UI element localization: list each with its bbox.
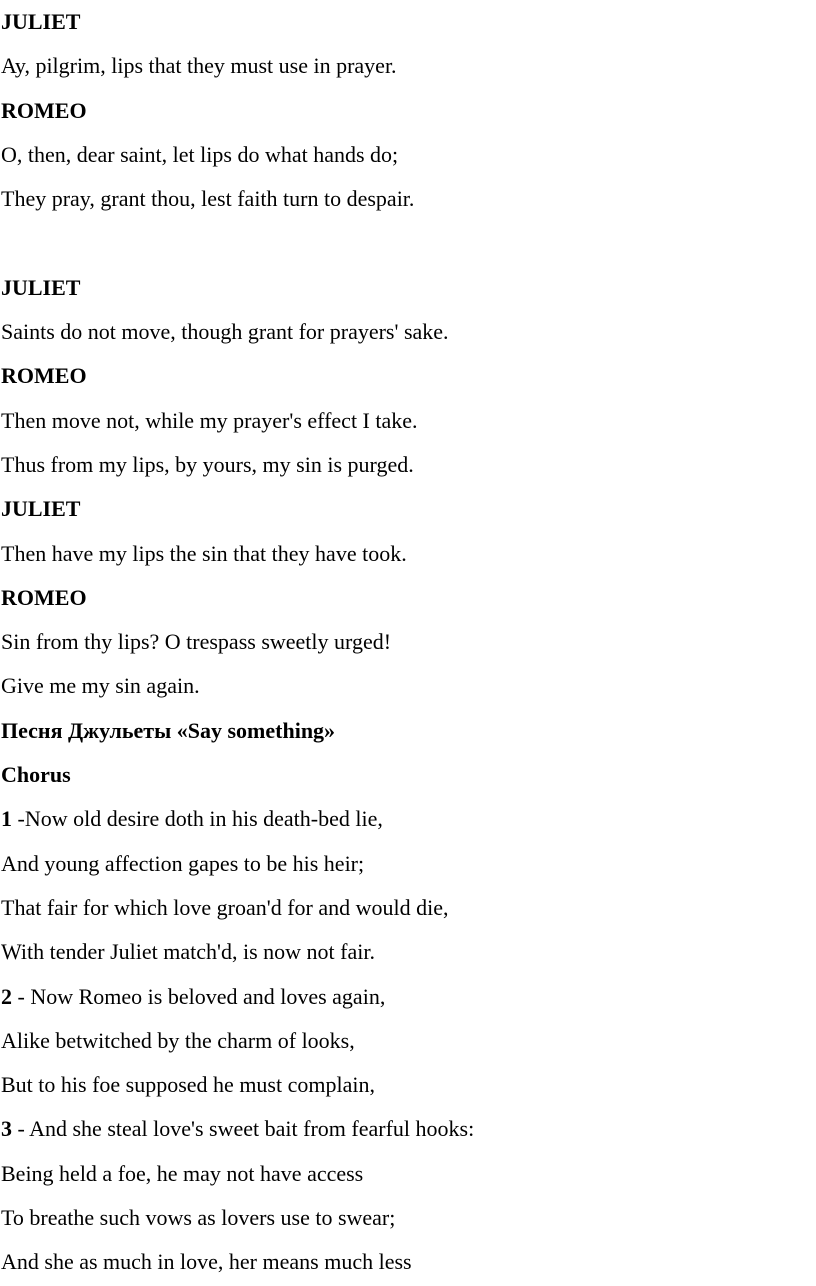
verse-line: And she as much in love, her means much less — [1, 1249, 412, 1275]
verse-line: But to his foe supposed he must complain, — [1, 1072, 375, 1098]
verse-text: -Now old desire doth in his death-bed lie, — [12, 806, 383, 832]
speaker-label: ROMEO — [1, 97, 87, 123]
verse-line: Then move not, while my prayer's effect I take. — [1, 407, 418, 433]
speaker-label: JULIET — [1, 274, 81, 300]
verse-line: Being held a foe, he may not have access — [1, 1160, 364, 1186]
verse-line: Saints do not move, though grant for prayers' sake. — [1, 319, 449, 345]
verse-number: 1 — [1, 806, 12, 832]
speaker-label: JULIET — [1, 9, 81, 34]
section-heading: Chorus — [1, 762, 71, 788]
numbered-verse-line — [1, 1107, 811, 1151]
verse-line: Thus from my lips, by yours, my sin is purged. — [1, 451, 414, 477]
speaker-label: ROMEO — [1, 363, 87, 389]
verse-line: They pray, grant thou, lest faith turn to despair. — [1, 186, 415, 212]
numbered-verse-line — [1, 975, 811, 1019]
verse-line: To breathe such vows as lovers use to swear; — [1, 1205, 396, 1231]
verse-line: And young affection gapes to be his heir; — [1, 850, 365, 876]
numbered-verse-line — [1, 797, 811, 841]
verse-line: Give me my sin again. — [1, 673, 200, 699]
blank-line — [1, 221, 811, 265]
verse-line: Alike betwitched by the charm of looks, — [1, 1027, 355, 1053]
verse-line: Ay, pilgrim, lips that they must use in prayer. — [1, 53, 397, 79]
verse-line: O, then, dear saint, let lips do what hands do; — [1, 141, 399, 167]
verse-text: - And she steal love's sweet bait from fearful hooks: — [12, 1116, 475, 1142]
verse-line: That fair for which love groan'd for and would die, — [1, 894, 449, 920]
verse-line: Sin from thy lips? O trespass sweetly urged! — [1, 629, 392, 655]
verse-number: 2 — [1, 983, 12, 1009]
verse-line: With tender Juliet match'd, is now not fair. — [1, 939, 375, 965]
verse-number: 3 — [1, 1116, 12, 1142]
verse-line: Then have my lips the sin that they have took. — [1, 540, 407, 566]
speaker-label: ROMEO — [1, 584, 87, 610]
song-title: Песня Джульеты «Say something» — [1, 717, 336, 743]
speaker-label: JULIET — [1, 496, 81, 522]
document-page — [1, 0, 811, 1285]
verse-text: - Now Romeo is beloved and loves again, — [12, 983, 386, 1009]
